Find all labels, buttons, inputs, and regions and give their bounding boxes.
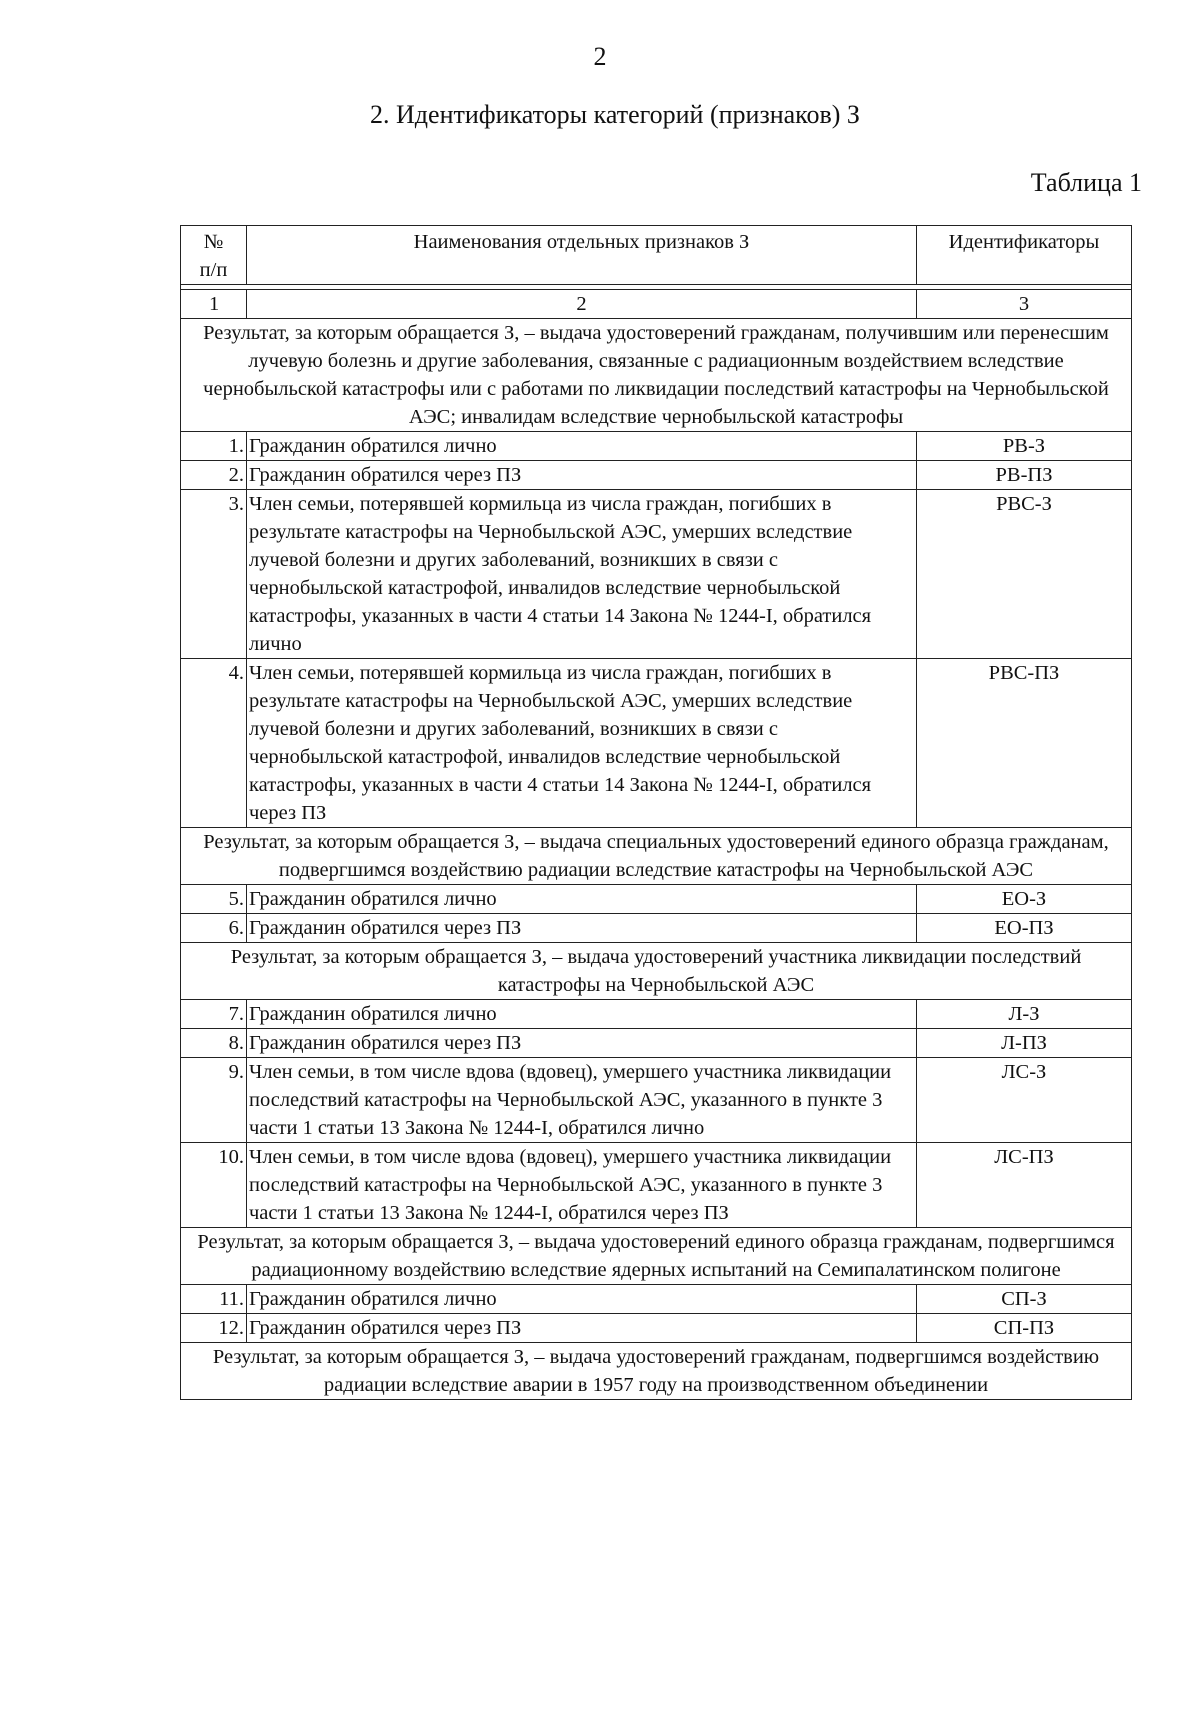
row-name: Гражданин обратился лично <box>247 1000 917 1029</box>
row-number: 9. <box>181 1058 247 1143</box>
row-number: 12. <box>181 1314 247 1343</box>
section-title: 2. Идентификаторы категорий (признаков) З <box>370 100 860 129</box>
row-identifier: РВС-ПЗ <box>917 659 1132 828</box>
row-identifier: ЛС-З <box>917 1058 1132 1143</box>
table-row <box>181 659 1132 828</box>
table-row <box>181 432 1132 461</box>
table-row <box>181 490 1132 659</box>
row-identifier: ЕО-З <box>917 885 1132 914</box>
table-row <box>181 914 1132 943</box>
row-identifier: Л-ПЗ <box>917 1029 1132 1058</box>
group-header-text: Результат, за которым обращается З, – выдача удостоверений участника ликвидации последствий катастрофы на Чернобыльской АЭС <box>181 943 1132 1000</box>
row-name: Гражданин обратился лично <box>247 1285 917 1314</box>
row-identifier: ЛС-ПЗ <box>917 1143 1132 1228</box>
group-header-text: Результат, за которым обращается З, – выдача удостоверений единого образца гражданам, подвергшимся радиационному воздействию вследствие ядерных испытаний на Семипалатинском полигоне <box>181 1228 1132 1285</box>
row-identifier: РВ-ПЗ <box>917 461 1132 490</box>
group-header-row <box>181 943 1132 1000</box>
table-row <box>181 1285 1132 1314</box>
row-number: 11. <box>181 1285 247 1314</box>
row-name: Гражданин обратился лично <box>247 885 917 914</box>
row-identifier: ЕО-ПЗ <box>917 914 1132 943</box>
row-name: Гражданин обратился через ПЗ <box>247 914 917 943</box>
table-row <box>181 461 1132 490</box>
row-name: Гражданин обратился через ПЗ <box>247 461 917 490</box>
table-header-row <box>181 226 1132 285</box>
row-number: 8. <box>181 1029 247 1058</box>
identifiers-table <box>180 225 1132 1400</box>
row-identifier: СП-З <box>917 1285 1132 1314</box>
row-number: 5. <box>181 885 247 914</box>
header-number: № п/п <box>181 226 247 285</box>
header-identifier: Идентификаторы <box>917 226 1132 285</box>
table-row <box>181 1029 1132 1058</box>
row-identifier: СП-ПЗ <box>917 1314 1132 1343</box>
row-identifier: РВС-З <box>917 490 1132 659</box>
column-number: 1 <box>181 290 247 319</box>
row-identifier: Л-З <box>917 1000 1132 1029</box>
group-header-text: Результат, за которым обращается З, – выдача специальных удостоверений единого образца гражданам, подвергшимся воздействию радиации вследствие катастрофы на Чернобыльской АЭС <box>181 828 1132 885</box>
row-name: Член семьи, потерявшей кормильца из числа граждан, погибших в результате катастрофы на Чернобыльской АЭС, умерших вследствие лучевой болезни и других заболеваний, возникших в связи с чернобыльской катастрофой, инвалидов вследствие чернобыльской катастрофы, указанных в части 4 статьи 14 Закона № 1244-I, обратился лично <box>247 490 917 659</box>
group-header-text: Результат, за которым обращается З, – выдача удостоверений гражданам, получившим или перенесшим лучевую болезнь и другие заболевания, связанные с радиационным воздействием вследствие чернобыльской катастрофы или с работами по ликвидации последствий катастрофы на Чернобыльской АЭС; инвалидам вследствие чернобыльской катастрофы <box>181 319 1132 432</box>
row-name: Гражданин обратился лично <box>247 432 917 461</box>
row-number: 4. <box>181 659 247 828</box>
group-header-row <box>181 319 1132 432</box>
row-name: Член семьи, в том числе вдова (вдовец), умершего участника ликвидации последствий катастрофы на Чернобыльской АЭС, указанного в пункте 3 части 1 статьи 13 Закона № 1244-I, обратился лично <box>247 1058 917 1143</box>
table-row <box>181 1314 1132 1343</box>
row-name: Гражданин обратился через ПЗ <box>247 1029 917 1058</box>
row-number: 6. <box>181 914 247 943</box>
table-row <box>181 1000 1132 1029</box>
column-number: 3 <box>917 290 1132 319</box>
group-header-row <box>181 828 1132 885</box>
row-number: 10. <box>181 1143 247 1228</box>
table-row <box>181 1058 1132 1143</box>
table-row <box>181 885 1132 914</box>
row-name: Член семьи, потерявшей кормильца из числа граждан, погибших в результате катастрофы на Чернобыльской АЭС, умерших вследствие лучевой болезни и других заболеваний, возникших в связи с чернобыльской катастрофой, инвалидов вследствие чернобыльской катастрофы, указанных в части 4 статьи 14 Закона № 1244-I, обратился через ПЗ <box>247 659 917 828</box>
group-header-text: Результат, за которым обращается З, – выдача удостоверений гражданам, подвергшимся воздействию радиации вследствие аварии в 1957 году на производственном объединении <box>181 1343 1132 1400</box>
table-row <box>181 1143 1132 1228</box>
row-number: 2. <box>181 461 247 490</box>
page-number: 2 <box>593 42 607 71</box>
row-number: 3. <box>181 490 247 659</box>
row-name: Член семьи, в том числе вдова (вдовец), умершего участника ликвидации последствий катастрофы на Чернобыльской АЭС, указанного в пункте 3 части 1 статьи 13 Закона № 1244-I, обратился через ПЗ <box>247 1143 917 1228</box>
row-name: Гражданин обратился через ПЗ <box>247 1314 917 1343</box>
table-caption: Таблица 1 <box>1030 168 1142 197</box>
row-number: 1. <box>181 432 247 461</box>
column-numbers-row <box>181 290 1132 319</box>
row-number: 7. <box>181 1000 247 1029</box>
row-identifier: РВ-З <box>917 432 1132 461</box>
column-number: 2 <box>247 290 917 319</box>
header-name: Наименования отдельных признаков З <box>247 226 917 285</box>
group-header-row <box>181 1228 1132 1285</box>
group-header-row <box>181 1343 1132 1400</box>
